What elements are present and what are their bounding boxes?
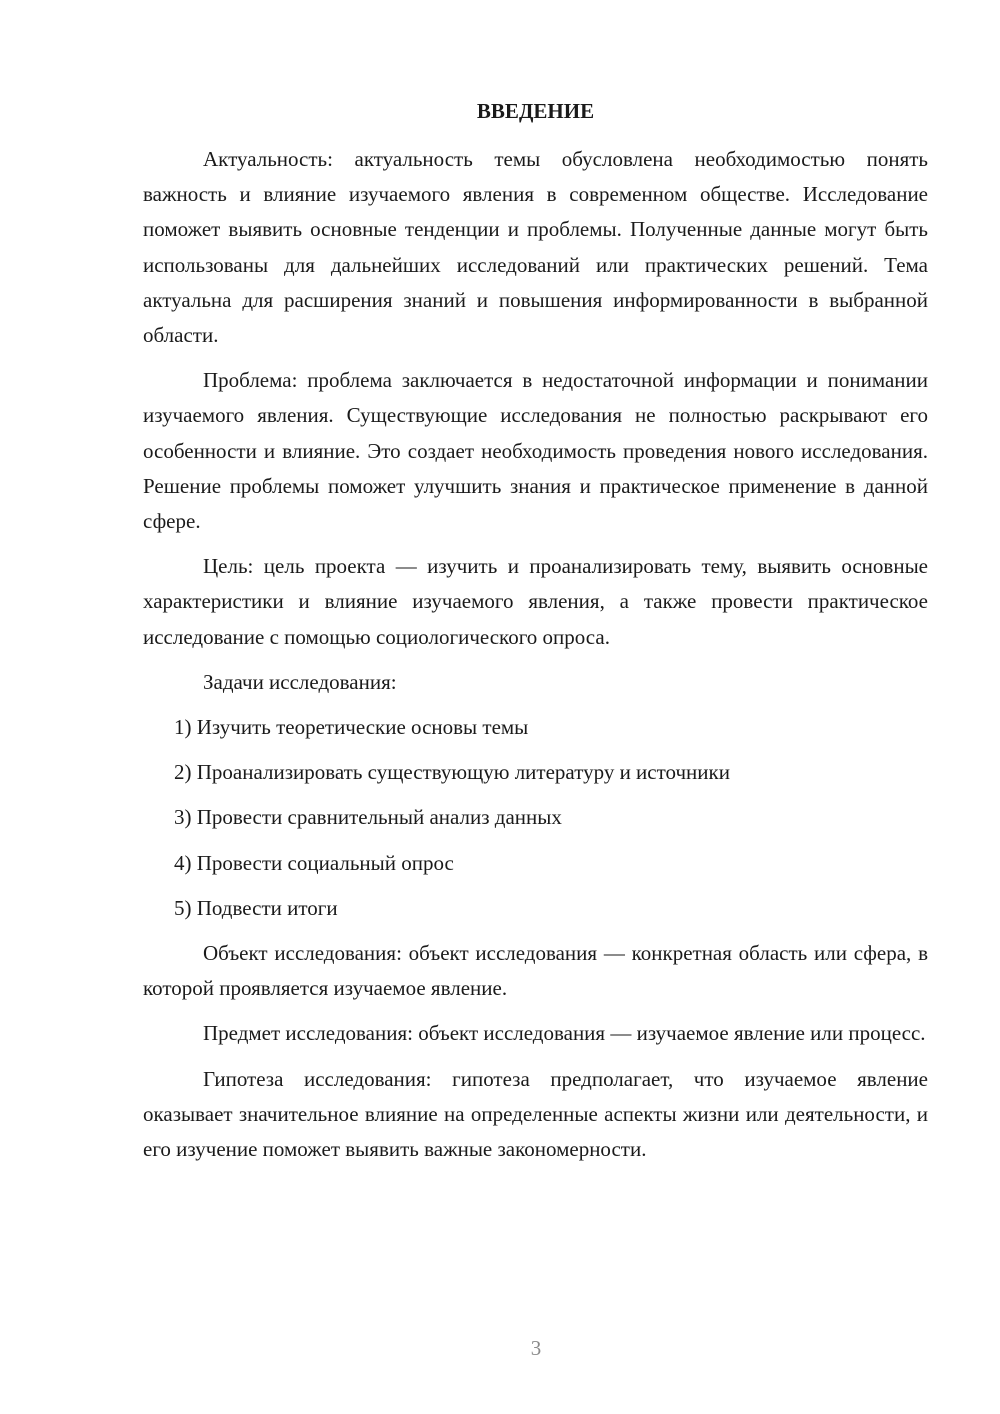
tasks-list bbox=[143, 710, 928, 926]
object-paragraph: Объект исследования: объект исследования — конкретная область или сфера, в которой проявляется изучаемое явление. bbox=[143, 941, 928, 1001]
list-item: 4) Провести социальный опрос bbox=[174, 850, 454, 875]
relevance-paragraph: Актуальность: актуальность темы обусловлена необходимостью понять важность и влияние изучаемого явления в современном обществе. Исследование поможет выявить основные тенденции и проблемы. Полученные данные могут быть использованы для дальнейших исследований или практических решений. Тема актуальна для расширения знаний и повышения информированности в выбранной области. bbox=[143, 147, 928, 348]
page-number: 3 bbox=[530, 1336, 542, 1360]
problem-paragraph: Проблема: проблема заключается в недостаточной информации и понимании изучаемого явления. Существующие исследования не полностью раскрывают его особенности и влияние. Это создает необходимость проведения нового исследования. Решение проблемы поможет улучшить знания и практическое применение в данной сфере. bbox=[143, 368, 928, 534]
page-content bbox=[143, 96, 928, 1177]
list-item: 5) Подвести итоги bbox=[174, 895, 338, 920]
goal-paragraph: Цель: цель проекта — изучить и проанализировать тему, выявить основные характеристики и влияние изучаемого явления, а также провести практическое исследование с помощью социологического опроса. bbox=[143, 554, 928, 649]
list-item: 3) Провести сравнительный анализ данных bbox=[174, 805, 562, 830]
subject-paragraph: Предмет исследования: объект исследования — изучаемое явление или процесс. bbox=[203, 1021, 926, 1046]
tasks-title: Задачи исследования: bbox=[203, 669, 397, 694]
list-item: 1) Изучить теоретические основы темы bbox=[174, 715, 529, 740]
section-heading: ВВЕДЕНИЕ bbox=[476, 99, 595, 123]
hypothesis-paragraph: Гипотеза исследования: гипотеза предполагает, что изучаемое явление оказывает значительное влияние на определенные аспекты жизни или деятельности, и его изучение поможет выявить важные закономерности. bbox=[143, 1066, 928, 1162]
list-item: 2) Проанализировать существующую литературу и источники bbox=[174, 760, 730, 785]
